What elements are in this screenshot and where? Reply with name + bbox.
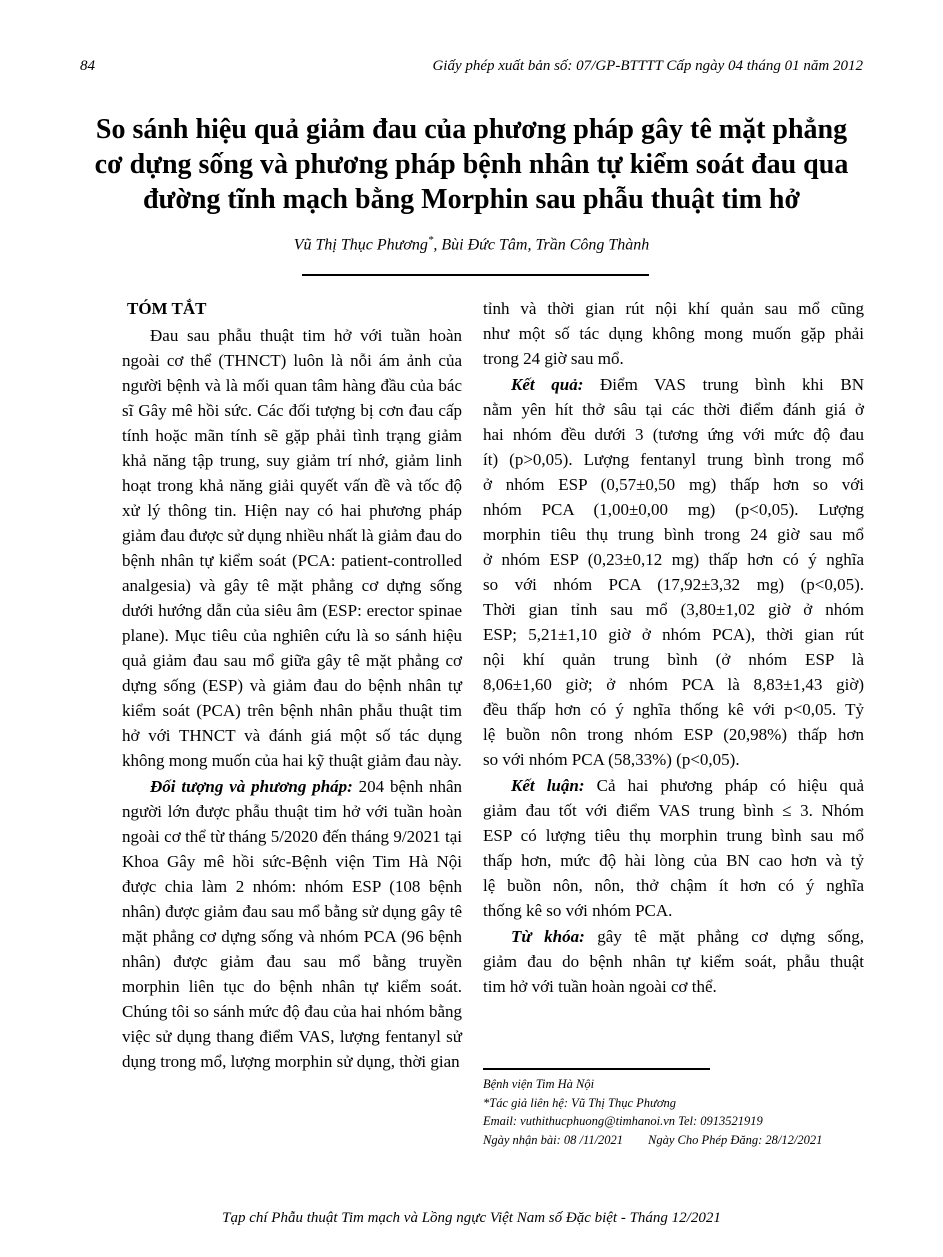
corresponding-mark: * [427,234,434,246]
section-lead: Kết luận: [511,776,585,795]
text-line: lệ buồn nôn trong nhóm ESP (20,98%) thấp hơn [483,725,864,744]
text-line [483,372,864,397]
text-line: ngoài cơ thể từ tháng 5/2020 đến tháng 9/2021 tại [122,827,462,846]
section-lead: Từ khóa: [511,927,585,946]
text-line: tỉnh và thời gian rút nội khí quản sau mổ cũng [483,299,864,318]
license-header: Giấy phép xuất bản số: 07/GP-BTTTT Cấp ngày 04 tháng 01 năm 2012 [432,58,863,74]
text-line: dưới hướng dẫn của siêu âm (ESP: erector spinae [122,601,462,620]
text-line: thấp hơn, mức độ hài lòng của BN cao hơn và tỷ [483,851,864,870]
text-line: nhân) được giảm đau sau mổ bằng truyền [122,952,462,971]
text-line: việc sử dụng thang điểm VAS, lượng fentanyl sử [122,1027,462,1046]
line-text: Cả hai phương pháp có hiệu quả [584,776,865,795]
text-line: plane). Mục tiêu của nghiên cứu là so sánh hiệu [122,626,462,645]
text-line [483,924,864,949]
affiliation: Bệnh viện Tim Hà Nội [483,1077,595,1091]
text-line: nhóm PCA (1,00±0,00 mg) (p<0,05). Lượng [483,500,864,519]
line-text: Điểm VAS trung bình khi BN [583,375,864,394]
title-line: So sánh hiệu quả giảm đau của phương pháp gây tê mặt phẳng [95,114,848,145]
text-line: hoạt trong khả năng giải quyết vấn đề và tốc độ [122,476,462,495]
text-line: hai nhóm đều dưới 3 (tương ứng với mức độ đau [483,425,864,444]
text-line: analgesia) và gây tê mặt phẳng cơ dựng sống [122,576,462,595]
right-column [483,296,864,1000]
section-lead: Đối tượng và phương pháp: [150,777,353,796]
text-line: Thời gian tỉnh sau mổ (3,80±1,02 giờ ở nhóm [483,600,864,619]
title-divider [302,274,649,276]
text-line: nằm yên hít thở sâu tại các thời điểm đánh giá ở [483,400,864,419]
abstract-paragraph [122,774,462,1074]
author-rest: , Bùi Đức Tâm, Trần Công Thành [433,236,650,254]
text-line: Đau sau phẫu thuật tim hở với tuần hoàn [150,326,462,345]
text-line: kiểm soát (PCA) trên bệnh nhân phẫu thuật tim [122,701,462,720]
abstract-paragraph [483,372,864,772]
text-line: nhân) được giảm đau sau mổ bằng sử dụng gây tê [122,902,462,921]
text-line: nội khí quản trung bình (ở nhóm ESP là [483,650,864,669]
text-line: lệ buồn nôn, nôn, thở chậm ít hơn có ý nghĩa [483,876,864,895]
line-text: gây tê mặt phẳng cơ dựng sống, [584,927,865,946]
text-line [483,773,864,798]
text-line: người lớn được phẫu thuật tim hở với tuần hoàn [122,802,462,821]
text-line: giảm đau tốt với điểm VAS trung bình ≤ 3. Nhóm [483,801,864,820]
text-line: khả năng tập trung, suy giảm trí nhớ, giảm linh [122,451,462,470]
text-line: được chia làm 2 nhóm: nhóm ESP (108 bệnh [122,877,462,896]
text-line: Chúng tôi so sánh mức độ đau của hai nhóm bằng [122,1002,462,1021]
text-line: ở nhóm ESP (0,23±0,12 mg) thấp hơn có ý nghĩa [483,550,864,569]
text-line: Khoa Gây mê hồi sức-Bệnh viện Tim Hà Nội [122,852,462,871]
title-line: đường tĩnh mạch bằng Morphin sau phẫu thuật tim hở [142,184,800,215]
text-line: bệnh nhân tự kiểm soát (PCA: patient-controlled [122,551,462,570]
text-line: ESP có lượng tiêu thụ morphin trung bình sau mổ [483,826,864,845]
journal-footer: Tạp chí Phẫu thuật Tim mạch và Lồng ngực Việt Nam số Đặc biệt - Tháng 12/2021 [222,1210,721,1226]
text-line: giảm đau được sử dụng nhiều nhất là giảm đau do [122,526,462,545]
title-line: cơ dựng sống và phương pháp bệnh nhân tự kiểm soát đau qua [94,149,849,180]
text-line: 8,06±1,60 giờ; ở nhóm PCA là 8,83±1,43 giờ) [483,675,864,694]
text-line: ESP; 5,21±1,10 giờ ở nhóm PCA), thời gian rút [483,625,864,644]
text-line: mặt phẳng cơ dựng sống và nhóm PCA (96 bệnh [122,927,462,946]
text-line: xử lý thông tin. Hiện nay có hai phương pháp [122,501,462,520]
contact: Email: vuthithucphuong@timhanoi.vn Tel: 0913521919 [483,1114,763,1128]
abstract-paragraph [483,773,864,923]
text-line: như một số tác dụng không mong muốn gặp phải [483,324,864,343]
text-line: không mong muốn của hai kỹ thuật giảm đau này. [122,751,462,770]
authors [0,234,943,254]
text-line: ở nhóm ESP (0,57±0,50 mg) thấp hơn so với [483,475,864,494]
page-number: 84 [80,58,95,74]
text-line: tính hoặc mãn tính sẽ gặp phải tình trạng giảm [122,426,462,445]
text-line: dựng sống (ESP) và giảm đau do bệnh nhân tự [122,676,462,695]
text-line: morphin liên tục do bệnh nhân tự kiểm soát. [122,977,462,996]
left-column [122,296,462,1075]
text-line: đều thấp hơn có ý nghĩa thống kê với p<0,05. Tỷ [483,700,864,719]
abstract-heading: TÓM TẮT [127,299,207,318]
text-line: tim hở với tuần hoàn ngoài cơ thể. [483,977,717,996]
author-first: Vũ Thị Thục Phương [293,236,428,254]
text-line: dụng trong mổ, lượng morphin sử dụng, thời gian [122,1052,460,1071]
dates: Ngày nhận bài: 08 /11/2021 Ngày Cho Phép Đăng: 28/12/2021 [483,1132,823,1147]
text-line: sĩ Gây mê hồi sức. Các đối tượng bị cơn đau cấp [122,401,462,420]
text-line: quả giảm đau sau mổ giữa gây tê mặt phẳng cơ [122,651,462,670]
text-line: trong 24 giờ sau mổ. [483,349,624,368]
text-line: so với nhóm PCA (58,33%) (p<0,05). [483,750,740,769]
text-line: ít) (p>0,05). Lượng fentanyl trung bình trong mổ [483,450,864,469]
text-line: người bệnh và là mối quan tâm hàng đầu của bác [122,376,462,395]
text-line: so với nhóm PCA (17,92±3,32 mg) (p<0,05). [483,575,864,594]
abstract-paragraph [483,296,864,371]
corresponding-author: *Tác giả liên hệ: Vũ Thị Thục Phương [483,1095,676,1110]
abstract-paragraph [122,323,462,773]
section-lead: Kết quả: [511,375,584,394]
footnote-divider [483,1068,710,1070]
text-line: ngoài cơ thể (THNCT) luôn là nỗi ám ảnh của [122,351,462,370]
text-line: giảm đau do bệnh nhân tự kiểm soát, phẫu thuật [483,952,864,971]
abstract-paragraph [483,924,864,999]
text-line: thống kê so với nhóm PCA. [483,901,673,920]
article-title [40,112,903,217]
line-text: 204 bệnh nhân [352,777,462,796]
footnotes [483,1075,822,1149]
text-line: hở với THNCT và đánh giá một số tác dụng [122,726,462,745]
text-line [122,774,462,799]
text-line: morphin tiêu thụ trung bình trong 24 giờ sau mổ [483,525,864,544]
